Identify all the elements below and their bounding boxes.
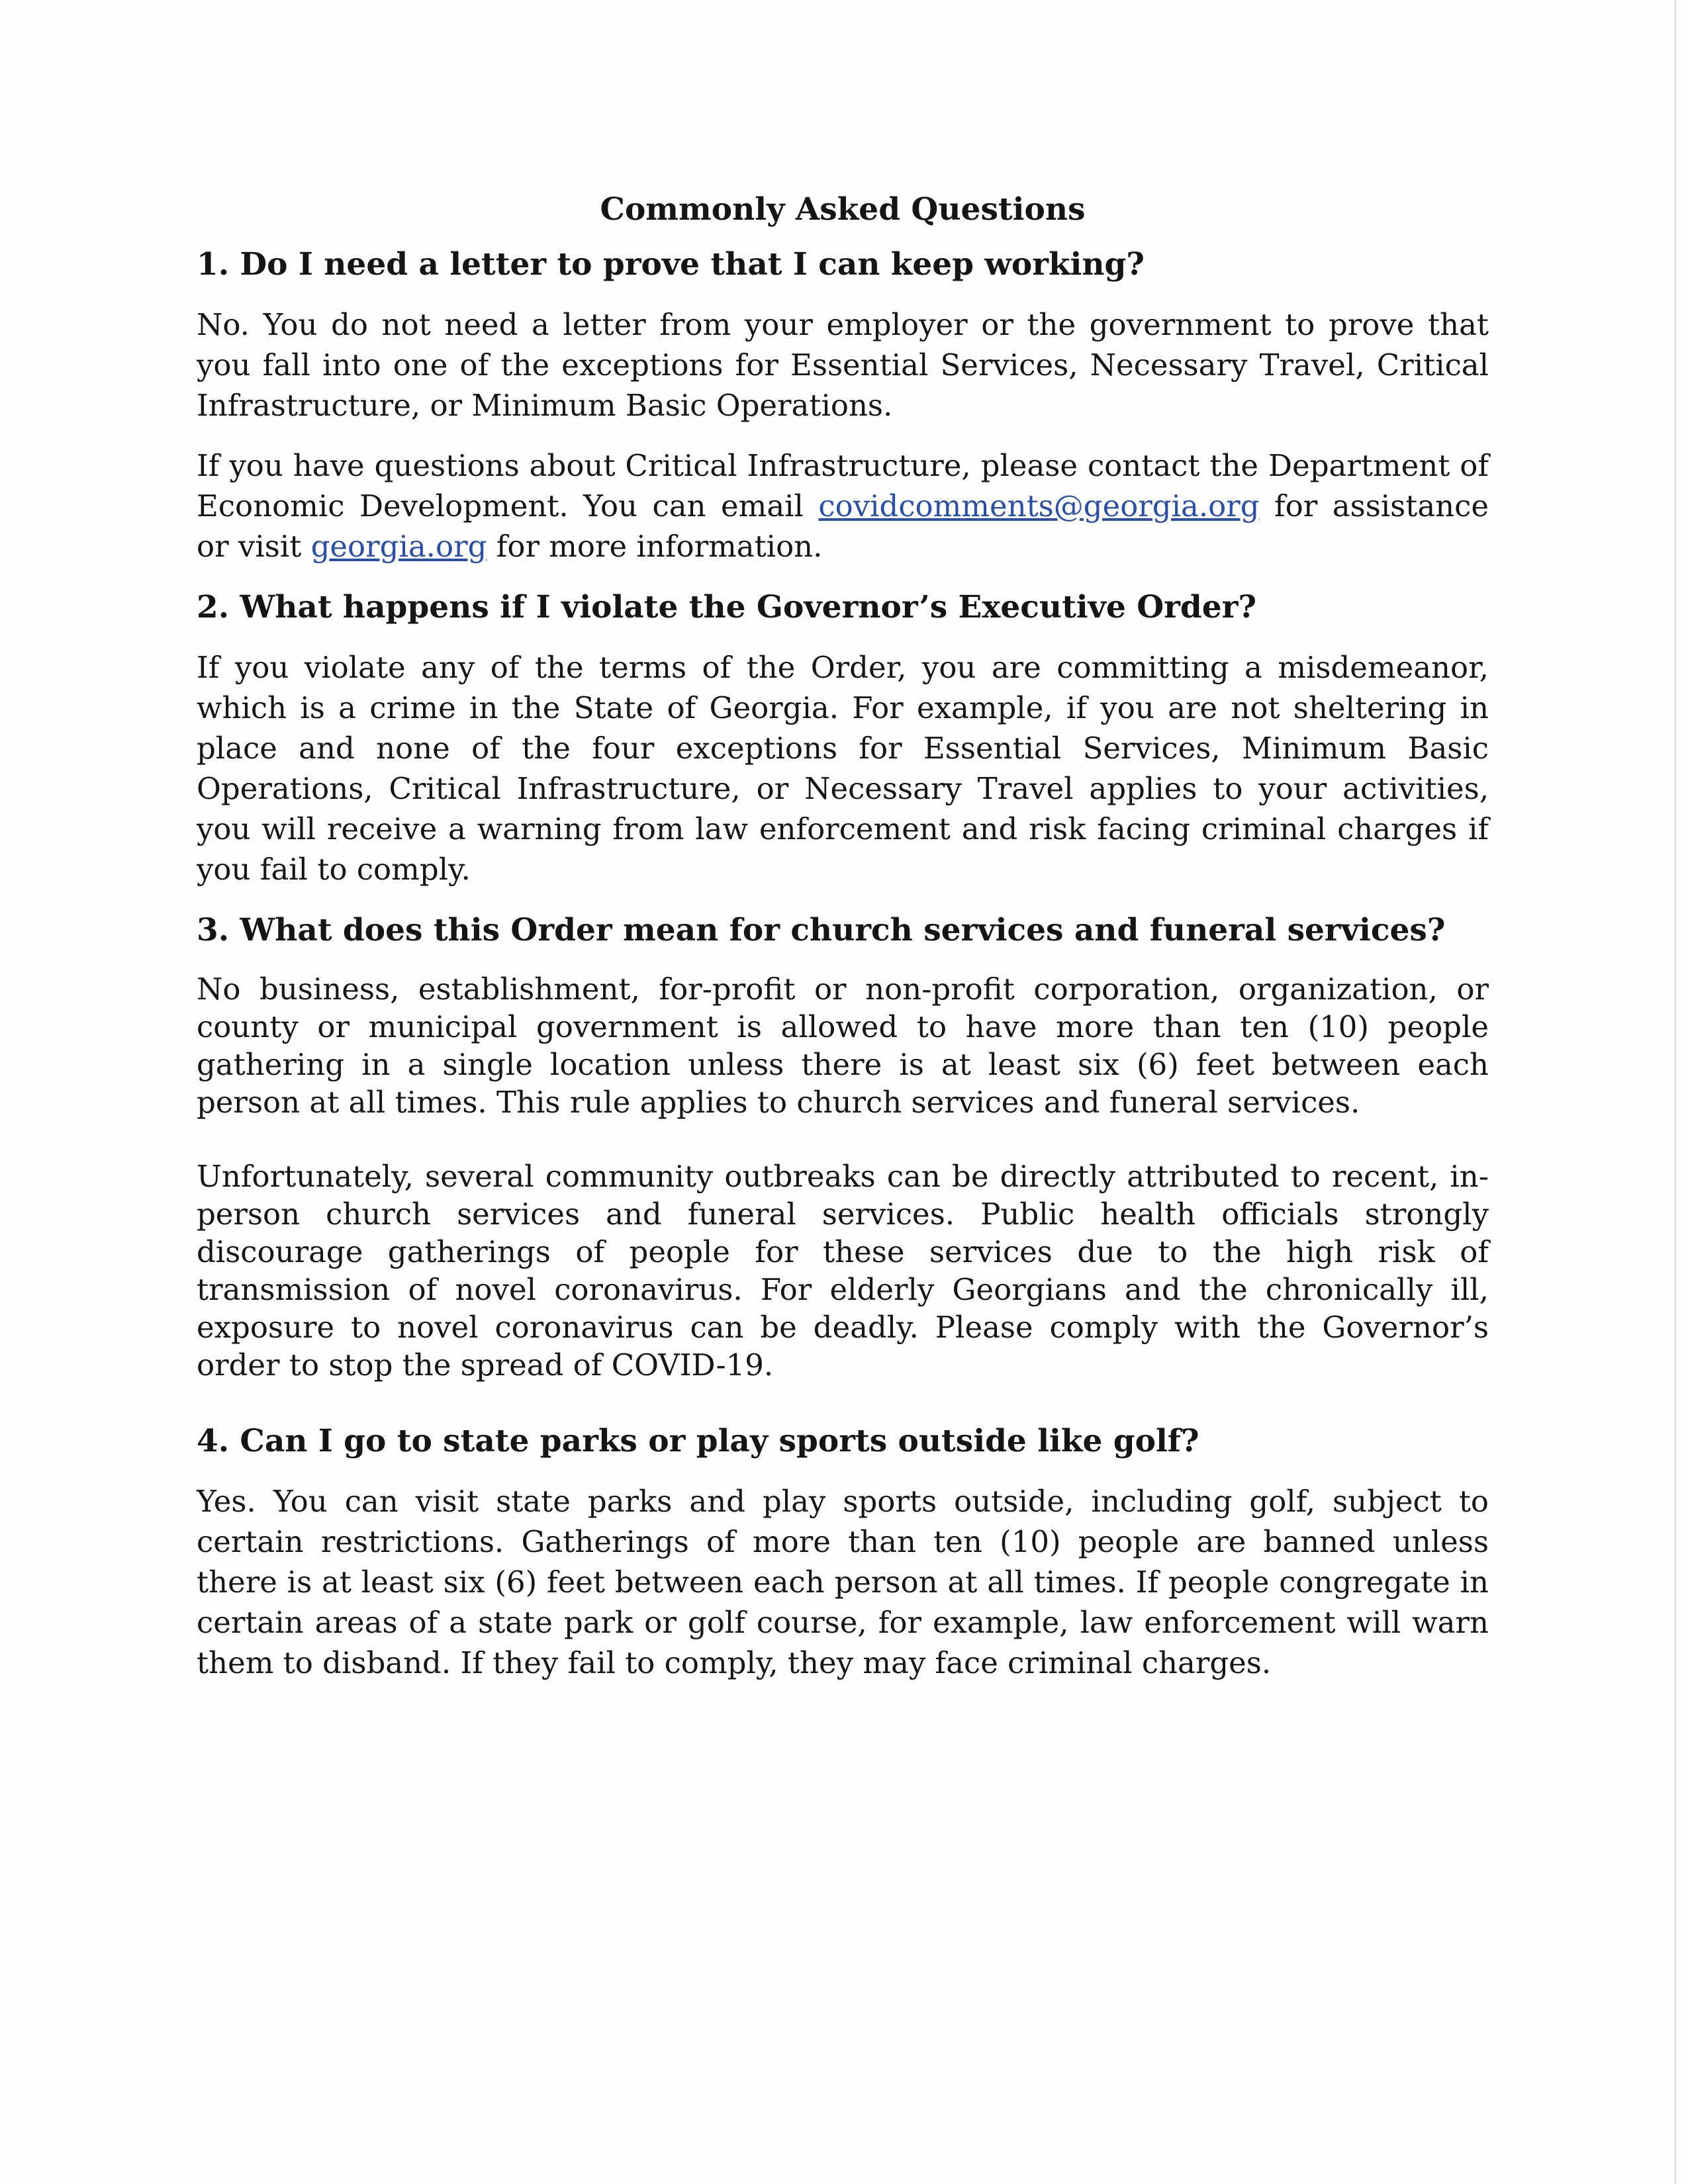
question-2: 2. What happens if I violate the Governor’s Executive Order?	[197, 589, 1256, 625]
answer-1-contact-paragraph	[197, 445, 1489, 567]
document-content	[197, 187, 1489, 1703]
answer-3-paragraph-2: Unfortunately, several community outbreaks can be directly attributed to recent, in-person church services and funeral services. Public health officials strongly discourage gatherings of people for these services due to the high risk of transmission of novel coronavirus. For elderly Georgians and the chronically ill, exposure to novel coronavirus can be deadly. Please comply with the Governor’s order to stop the spread of COVID-19.	[197, 1159, 1489, 1383]
question-1: 1. Do I need a letter to prove that I can keep working?	[197, 246, 1145, 283]
contact-text-3: for more information.	[487, 529, 823, 564]
document-title: Commonly Asked Questions	[600, 191, 1086, 228]
scan-edge-line	[1675, 0, 1676, 2184]
answer-2-paragraph-1: If you violate any of the terms of the Order, you are committing a misdemeanor, which is a crime in the State of Georgia. For example, if you are not sheltering in place and none of the four exceptions for Essential Services, Minimum Basic Operations, Critical Infrastructure, or Necessary Travel applies to your activities, you will receive a warning from law enforcement and risk facing criminal charges if you fail to comply.	[197, 650, 1489, 887]
question-4: 4. Can I go to state parks or play sports outside like golf?	[197, 1423, 1199, 1459]
answer-3-paragraph-1: No business, establishment, for-profit or non-profit corporation, organization, or county or municipal government is allowed to have more than ten (10) people gathering in a single location unless there is at least six (6) feet between each person at all times. This rule applies to church services and funeral services.	[197, 972, 1489, 1120]
contact-text-1: If you have questions about Critical Infrastructure, please contact the Department of Economic Development. You can email	[197, 448, 1489, 523]
contact-text-2: for assistance or visit	[197, 488, 1489, 564]
answer-4-paragraph-1: Yes. You can visit state parks and play sports outside, including golf, subject to certain restrictions. Gatherings of more than ten (10) people are banned unless there is at least six (6) feet between each person at all times. If people congregate in certain areas of a state park or golf course, for example, law enforcement will warn them to disband. If they fail to comply, they may face criminal charges.	[197, 1484, 1489, 1680]
answer-1-paragraph-1: No. You do not need a letter from your employer or the government to prove that you fall into one of the exceptions for Essential Services, Necessary Travel, Critical Infrastructure, or Minimum Basic Operations.	[197, 307, 1489, 423]
website-link[interactable]: georgia.org	[310, 529, 487, 564]
question-3: 3. What does this Order mean for church services and funeral services?	[197, 912, 1446, 948]
email-link[interactable]: covidcomments@georgia.org	[818, 488, 1260, 523]
